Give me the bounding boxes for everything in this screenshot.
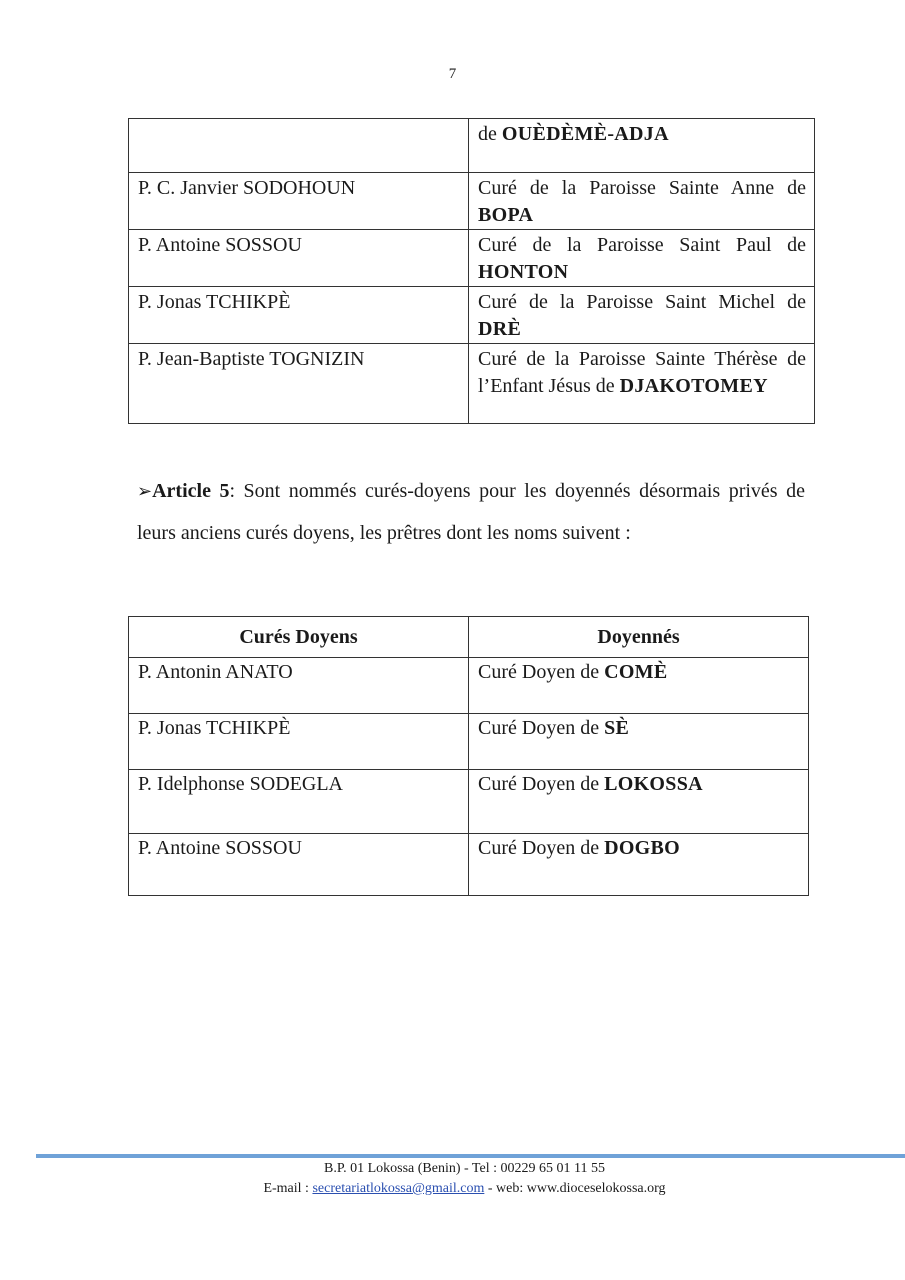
table-row xyxy=(129,770,809,834)
table-row xyxy=(129,173,815,230)
parish-role: Curé de la Paroisse Sainte Anne de BOPA xyxy=(469,173,815,230)
parish-place: DJAKOTOMEY xyxy=(619,375,768,397)
deanery: Curé Doyen de DOGBO xyxy=(469,834,809,896)
dean-name: P. Antoine SOSSOU xyxy=(129,834,469,896)
footer-rule xyxy=(36,1154,905,1158)
parish-place: OUÈDÈMÈ-ADJA xyxy=(501,123,669,145)
dean-name: P. Antonin ANATO xyxy=(129,658,469,714)
column-header-doyennes: Doyennés xyxy=(469,617,809,658)
deanery-place: COMÈ xyxy=(604,661,668,683)
parish-role: Curé de la Paroisse Sainte Thérèse de l’Enfant Jésus de DJAKOTOMEY xyxy=(469,344,815,424)
email-link[interactable]: secretariatlokossa@gmail.com xyxy=(312,1181,485,1196)
table-header-row xyxy=(129,617,809,658)
dean-name: P. Jonas TCHIKPÈ xyxy=(129,714,469,770)
priest-name: P. Jonas TCHIKPÈ xyxy=(129,287,469,344)
dean-assignments-table xyxy=(128,616,809,896)
table-row xyxy=(129,287,815,344)
email-label: E-mail : xyxy=(263,1181,313,1196)
deanery-place: LOKOSSA xyxy=(604,773,703,795)
table-row xyxy=(129,344,815,424)
dean-name: P. Idelphonse SODEGLA xyxy=(129,770,469,834)
deanery: Curé Doyen de SÈ xyxy=(469,714,809,770)
parish-place: DRÈ xyxy=(478,318,522,340)
footer-address: B.P. 01 Lokossa (Benin) - Tel : 00229 65 01 11 55 xyxy=(324,1161,605,1176)
table-row xyxy=(129,714,809,770)
table-row xyxy=(129,119,815,173)
deanery-place: SÈ xyxy=(604,717,630,739)
parish-role: Curé de la Paroisse Saint Michel de DRÈ xyxy=(469,287,815,344)
table-row xyxy=(129,834,809,896)
priest-name: P. Jean-Baptiste TOGNIZIN xyxy=(129,344,469,424)
article-5-paragraph xyxy=(137,470,805,554)
article-text: : Sont nommés curés-doyens pour les doyennés désormais privés de leurs anciens curés doyens, les prêtres dont les noms suivent : xyxy=(137,480,805,544)
table-row xyxy=(129,230,815,287)
web-address: - web: www.dioceselokossa.org xyxy=(484,1181,666,1196)
deanery-place: DOGBO xyxy=(604,837,681,859)
column-header-cures-doyens: Curés Doyens xyxy=(129,617,469,658)
parish-role: Curé de la Paroisse Saint Paul de HONTON xyxy=(469,230,815,287)
page-number: 7 xyxy=(448,66,457,82)
arrow-bullet-icon: ➢ xyxy=(137,481,153,501)
parish-place: BOPA xyxy=(478,204,534,226)
priest-name: P. Antoine SOSSOU xyxy=(129,230,469,287)
priest-name xyxy=(129,119,469,173)
parish-role: de OUÈDÈMÈ-ADJA xyxy=(469,119,815,173)
table-row xyxy=(129,658,809,714)
parish-place: HONTON xyxy=(478,261,569,283)
deanery: Curé Doyen de COMÈ xyxy=(469,658,809,714)
footer-contact xyxy=(12,1181,905,1197)
article-label: Article 5 xyxy=(152,480,230,502)
priest-name: P. C. Janvier SODOHOUN xyxy=(129,173,469,230)
deanery: Curé Doyen de LOKOSSA xyxy=(469,770,809,834)
parish-assignments-table xyxy=(128,118,815,424)
